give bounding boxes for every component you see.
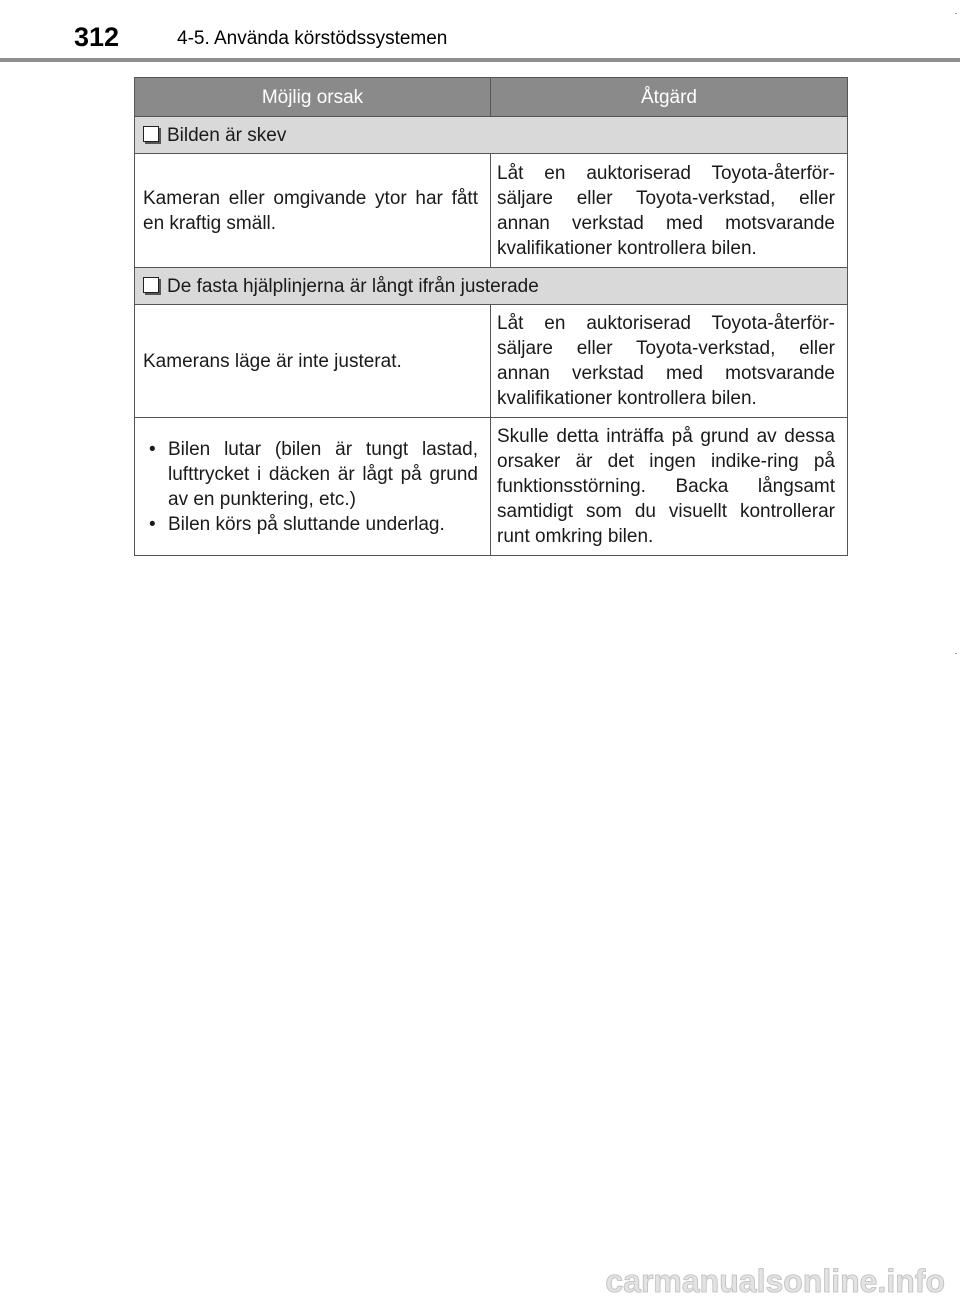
cause-bullet-list	[143, 437, 478, 537]
action-cell: Låt en auktoriserad Toyota-återför-säljare eller Toyota-verkstad, eller annan verkstad med motsvarande kvalifikationer kontrollera bilen.	[491, 154, 848, 268]
cause-cell	[135, 418, 491, 556]
section-title-text: De fasta hjälplinjerna är långt ifrån justerade	[167, 275, 539, 297]
column-header-cause: Möjlig orsak	[135, 78, 491, 117]
action-cell: Låt en auktoriserad Toyota-återför-säljare eller Toyota-verkstad, eller annan verkstad med motsvarande kvalifikationer kontrollera bilen.	[491, 305, 848, 418]
section-title-text: Bilden är skev	[167, 124, 287, 146]
checkbox-icon	[143, 277, 159, 293]
table-header-row	[135, 78, 848, 117]
section-heading	[135, 268, 848, 305]
section-row	[135, 268, 848, 305]
table-row	[135, 418, 848, 556]
table-row	[135, 154, 848, 268]
page-number: 312	[74, 22, 120, 52]
table-row	[135, 305, 848, 418]
edge-mark	[955, 653, 957, 654]
action-cell: Skulle detta inträffa på grund av dessa orsaker är det ingen indike-ring på funktionsstörning. Backa långsamt samtidigt som du visuellt kontrollerar runt omkring bilen.	[491, 418, 848, 556]
checkbox-icon	[143, 126, 159, 142]
page-header	[0, 0, 960, 62]
list-item: • Bilen lutar (bilen är tungt lastad, lufttrycket i däcken är lågt på grund av en punktering, etc.)	[143, 437, 478, 512]
cause-cell: Kamerans läge är inte justerat.	[135, 305, 491, 418]
troubleshooting-table	[134, 77, 848, 556]
column-header-action: Åtgärd	[491, 78, 848, 117]
section-heading	[135, 117, 848, 154]
cause-cell: Kameran eller omgivande ytor har fått en kraftig smäll.	[135, 154, 491, 268]
section-row	[135, 117, 848, 154]
watermark-text: carmanualsonline.info	[605, 1263, 945, 1299]
edge-mark	[955, 13, 957, 14]
list-item: • Bilen körs på sluttande underlag.	[143, 512, 478, 537]
header-rule	[0, 58, 960, 62]
section-title: 4-5. Använda körstödssystemen	[177, 28, 448, 49]
